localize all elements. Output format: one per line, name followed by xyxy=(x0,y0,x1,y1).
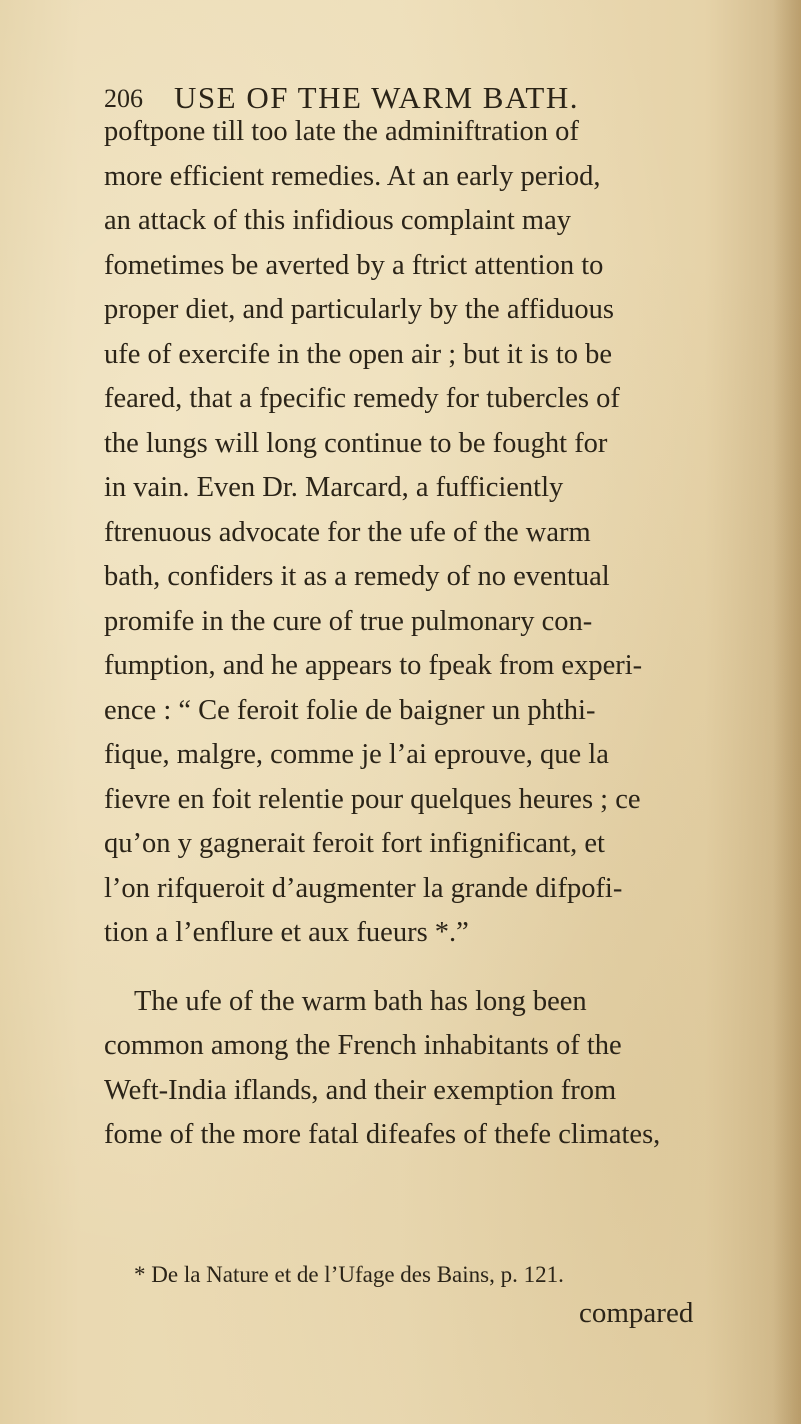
text-line: proper diet, and particularly by the affiduous xyxy=(104,294,614,325)
text-line: feared, that a fpecific remedy for tubercles of xyxy=(104,383,620,414)
text-line: promife in the cure of true pulmonary con- xyxy=(104,605,593,637)
text-line: ftrenuous advocate for the ufe of the warm xyxy=(104,516,591,548)
paragraph-2 xyxy=(104,980,744,1158)
text-line: fique, malgre, comme je l’ai eprouve, que la xyxy=(104,739,609,770)
text-line: bath, confiders it as a remedy of no eventual xyxy=(104,561,610,592)
text-line: ufe of exercife in the open air ; but it is to be xyxy=(104,338,613,370)
text-line: in vain. Even Dr. Marcard, a fufficiently xyxy=(104,472,564,503)
text-line: fievre en foit relentie pour quelques heures ; ce xyxy=(104,783,641,815)
text-line: fumption, and he appears to fpeak from experi- xyxy=(104,650,643,681)
text-line: an attack of this infidious complaint may xyxy=(104,205,571,236)
page-edge-shadow xyxy=(773,0,801,1424)
text-line: l’on rifqueroit d’augmenter la grande difpofi- xyxy=(104,872,623,904)
text-line: fome of the more fatal difeafes of thefe climates, xyxy=(104,1119,661,1150)
text-line: tion a l’enflure et aux fueurs *.” xyxy=(104,917,469,948)
text-line: fometimes be averted by a ftrict attention to xyxy=(104,249,604,281)
paragraph-1 xyxy=(104,110,744,956)
text-line: Weft-India iflands, and their exemption from xyxy=(104,1074,617,1106)
text-line: common among the French inhabitants of the xyxy=(104,1030,622,1061)
footnote: * De la Nature et de l’Ufage des Bains, p. 121. xyxy=(134,1262,564,1287)
paragraph-gap xyxy=(104,956,744,980)
text-line: more efficient remedies. At an early period, xyxy=(104,160,601,192)
text-line: qu’on y gagnerait feroit fort infignificant, et xyxy=(104,828,605,859)
text-line: the lungs will long continue to be fought for xyxy=(104,427,608,459)
text-line: poftpone till too late the adminiftration of xyxy=(104,116,579,147)
text-line: ence : “ Ce feroit folie de baigner un phthi- xyxy=(104,694,596,726)
page-number: 206 xyxy=(104,84,143,113)
text-line: The ufe of the warm bath has long been xyxy=(134,985,587,1017)
body-text xyxy=(104,110,744,1158)
running-head: USE OF THE WARM BATH. xyxy=(174,80,579,115)
catchword: compared xyxy=(579,1297,694,1329)
